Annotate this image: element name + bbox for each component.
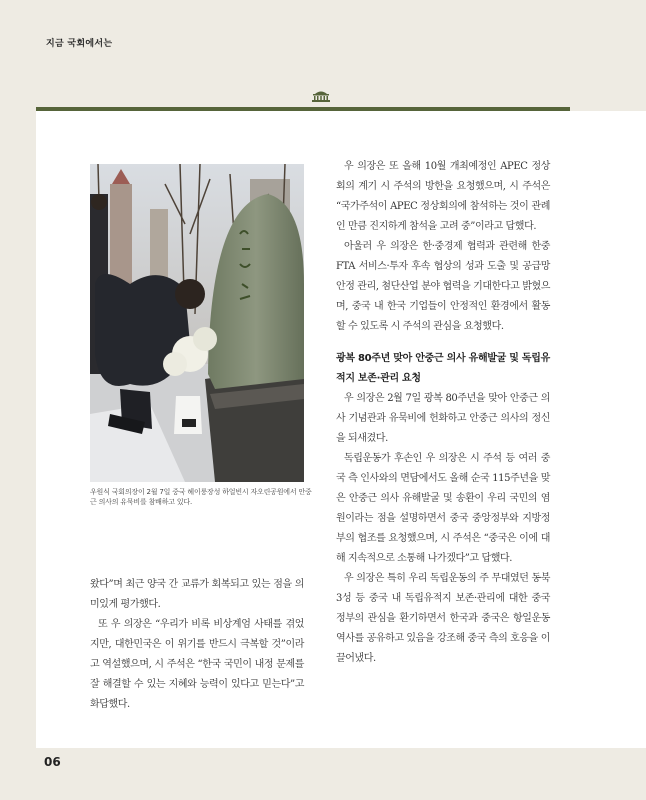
section-heading: 광복 80주년 맞아 안중근 의사 유해발굴 및 독립유적지 보존·관리 요청 <box>336 353 550 384</box>
paragraph: 우 의장은 2월 7일 광복 80주년을 맞아 안중근 의사 기념관과 유묵비에 헌화하고 안중근 의사의 정신을 되새겼다. <box>336 393 550 444</box>
section-label: 지금 국회에서는 <box>46 39 113 49</box>
paragraph: 아울러 우 의장은 한·중경제 협력과 관련해 한중 FTA 서비스·투자 후속 협상의 성과 도출 및 공급망 안정 관리, 첨단산업 분야 협력을 기대한다고 밝혔으며, 중국 내 한국 기업들이 안정적인 환경에서 활동할 수 있도록 시 주석의 관심을 요청했다. <box>336 241 550 332</box>
memorial-photo <box>90 164 304 482</box>
photo-caption: 우원식 국회의장이 2월 7일 중국 헤이룽장성 하얼빈시 자오린공원에서 안중근 의사의 유묵비를 참배하고 있다. <box>90 488 312 506</box>
paragraph: 또 우 의장은 “우리가 비록 비상계엄 사태를 겪었지만, 대한민국은 이 위기를 반드시 극복할 것”이라고 역설했으며, 시 주석은 “한국 국민이 내정 문제를 잘 해결할 수 있는 지혜와 능력이 있다고 믿는다”고 화답했다. <box>90 619 304 710</box>
paragraph: 우 의장은 특히 우리 독립운동의 주 무대였던 동북3성 등 중국 내 독립유적지 보존·관리에 대한 중국 정부의 관심을 환기하면서 한국과 중국은 항일운동 역사를 공유하고 있음을 강조해 중국 측의 호응을 이끌어냈다. <box>336 573 550 664</box>
paragraph: 우 의장은 또 올해 10월 개최예정인 APEC 정상회의 계기 시 주석의 방한을 요청했으며, 시 주석은 “국가주석이 APEC 정상회의에 참석하는 것이 관례인 만큼 진지하게 참석을 고려 중”이라고 답했다. <box>336 161 550 232</box>
national-assembly-icon <box>311 89 331 102</box>
right-column <box>336 157 550 669</box>
paragraph: 왔다”며 최근 양국 간 교류가 회복되고 있는 점을 의미있게 평가했다. <box>90 579 304 610</box>
page-number: 06 <box>44 755 61 769</box>
left-column <box>90 575 304 715</box>
paragraph: 독립운동가 후손인 우 의장은 시 주석 등 여러 중국 측 인사와의 면담에서도 올해 순국 115주년을 맞은 안중근 의사 유해발굴 및 송환이 우리 국민의 염원이라는 점을 설명하면서 중국 중앙정부와 지방정부의 협조를 요청했으며, 시 주석은 “중국은 이에 대해 지속적으로 소통해 나가겠다”고 답했다. <box>336 453 550 564</box>
